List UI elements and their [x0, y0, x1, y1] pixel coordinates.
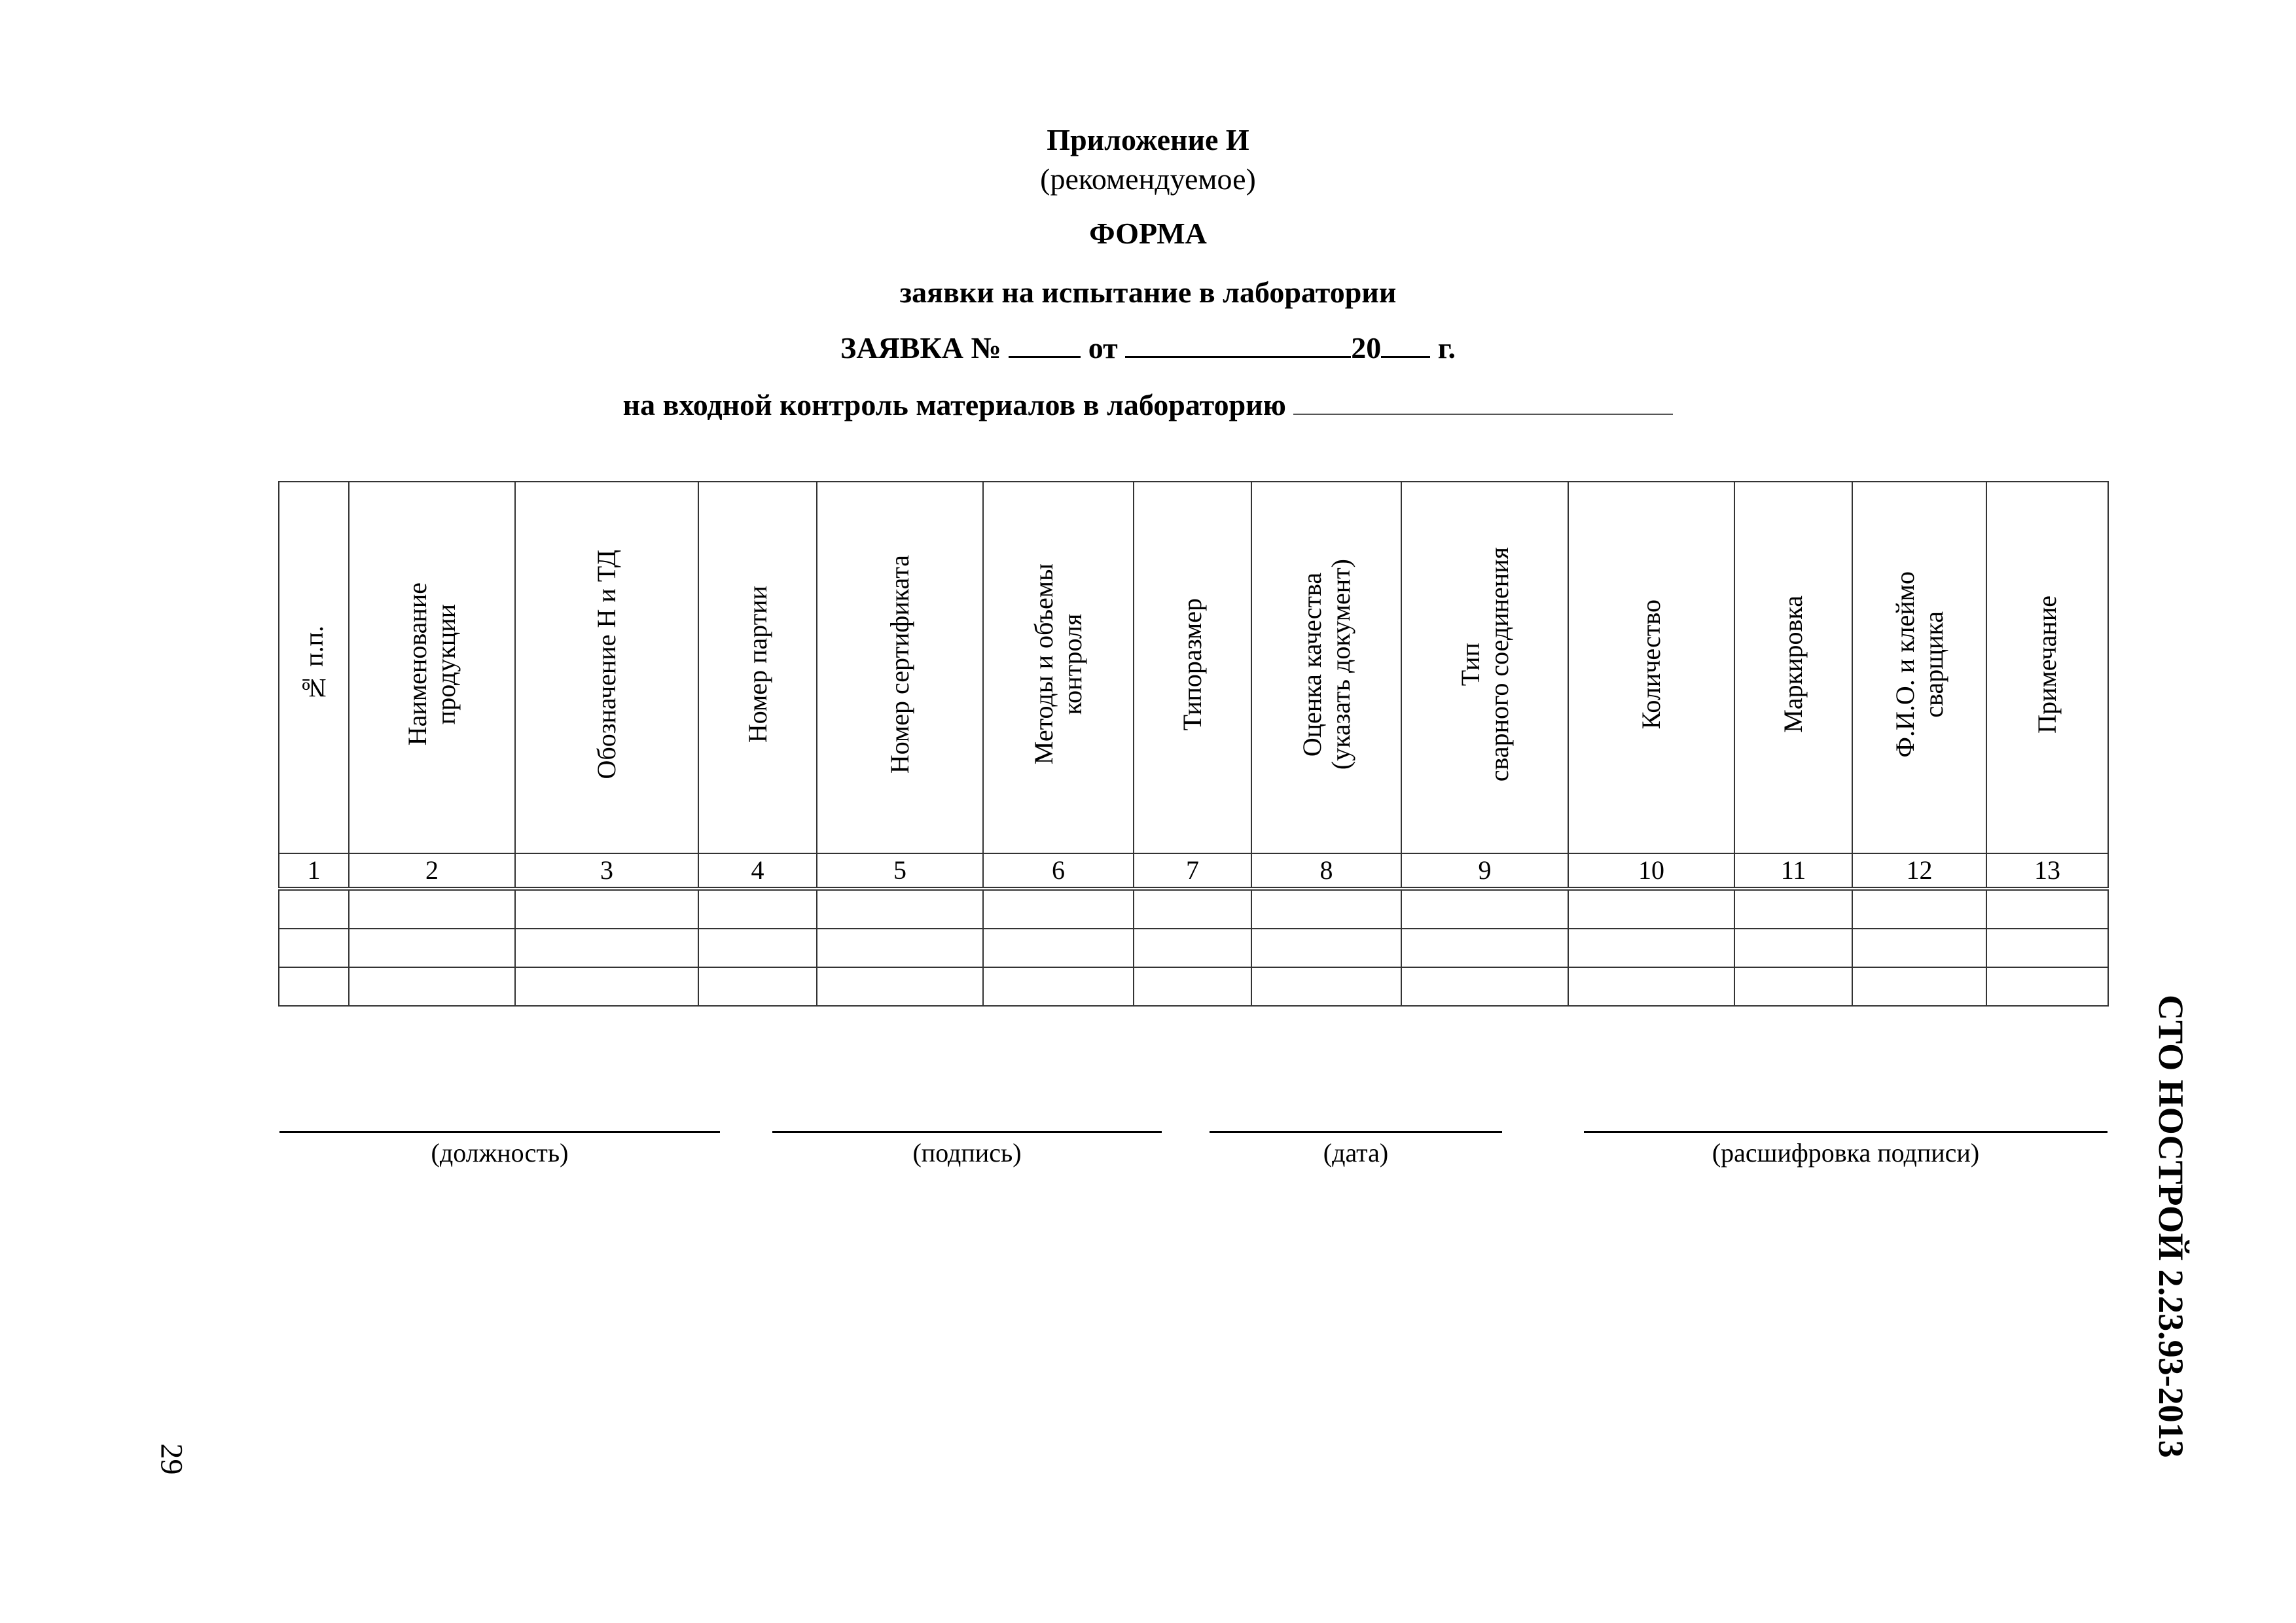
table-cell[interactable] [1734, 967, 1852, 1006]
request-year-suffix: г. [1437, 331, 1456, 365]
table-row [279, 929, 2108, 967]
request-number-blank [1009, 332, 1081, 358]
table-cell[interactable] [817, 889, 983, 929]
table-cell[interactable] [1852, 889, 1986, 929]
table-cell[interactable] [698, 889, 817, 929]
column-number: 13 [1986, 853, 2108, 889]
table-cell[interactable] [1986, 929, 2108, 967]
table-cell[interactable] [817, 967, 983, 1006]
table-cell[interactable] [279, 929, 349, 967]
column-header: Маркировка [1734, 482, 1852, 853]
column-header: Наименование продукции [349, 482, 515, 853]
column-header: Типоразмер [1134, 482, 1251, 853]
table-cell[interactable] [983, 967, 1134, 1006]
laboratory-blank [1293, 390, 1673, 415]
date-label: (дата) [1323, 1138, 1389, 1168]
table-cell[interactable] [1986, 889, 2108, 929]
column-header: Номер сертификата [817, 482, 983, 853]
table-cell[interactable] [1568, 967, 1734, 1006]
table-cell[interactable] [349, 967, 515, 1006]
request-form-table [278, 481, 2109, 1007]
column-number-row [279, 853, 2108, 889]
table-row [279, 889, 2108, 929]
column-number: 2 [349, 853, 515, 889]
request-line [0, 330, 2296, 365]
table-row [279, 967, 2108, 1006]
column-number: 9 [1401, 853, 1568, 889]
table-cell[interactable] [1401, 889, 1568, 929]
column-header: Количество [1568, 482, 1734, 853]
table-cell[interactable] [817, 929, 983, 967]
date-line[interactable] [1210, 1131, 1502, 1133]
request-from: от [1088, 331, 1118, 365]
column-header: Номер партии [698, 482, 817, 853]
table-cell[interactable] [1251, 889, 1401, 929]
column-header: Обозначение Н и ТД [515, 482, 698, 853]
column-number: 7 [1134, 853, 1251, 889]
position-line[interactable] [279, 1131, 720, 1133]
table-cell[interactable] [349, 889, 515, 929]
table-cell[interactable] [1134, 967, 1251, 1006]
table-cell[interactable] [1251, 967, 1401, 1006]
request-date-blank [1125, 332, 1351, 358]
request-prefix: ЗАЯВКА № [840, 331, 1001, 365]
table-cell[interactable] [1134, 889, 1251, 929]
column-header: Оценка качества (указать документ) [1251, 482, 1401, 853]
column-header: Тип сварного соединения [1401, 482, 1568, 853]
form-title: ФОРМА [1089, 217, 1207, 250]
column-number: 6 [983, 853, 1134, 889]
table-cell[interactable] [983, 889, 1134, 929]
table-cell[interactable] [1251, 929, 1401, 967]
column-number: 12 [1852, 853, 1986, 889]
table-cell[interactable] [279, 967, 349, 1006]
table-cell[interactable] [698, 967, 817, 1006]
column-header: Методы и объемы контроля [983, 482, 1134, 853]
appendix-subtitle: (рекомендуемое) [1040, 162, 1256, 196]
column-number: 5 [817, 853, 983, 889]
table-cell[interactable] [1401, 967, 1568, 1006]
table-cell[interactable] [1134, 929, 1251, 967]
table-cell[interactable] [1852, 929, 1986, 967]
table-cell[interactable] [349, 929, 515, 967]
column-number: 11 [1734, 853, 1852, 889]
form-subtitle: заявки на испытание в лаборатории [899, 276, 1397, 309]
table-cell[interactable] [983, 929, 1134, 967]
table-cell[interactable] [1734, 889, 1852, 929]
column-number: 8 [1251, 853, 1401, 889]
table-cell[interactable] [1401, 929, 1568, 967]
signature-label: (подпись) [912, 1138, 1022, 1168]
request-year-blank [1381, 332, 1430, 358]
table-cell[interactable] [515, 929, 698, 967]
request-year-prefix: 20 [1351, 331, 1382, 365]
page-number: 29 [154, 1443, 189, 1475]
column-header: Ф.И.О. и клеймо сварщика [1852, 482, 1986, 853]
table-cell[interactable] [1568, 889, 1734, 929]
column-number: 10 [1568, 853, 1734, 889]
table-cell[interactable] [515, 967, 698, 1006]
column-header: Примечание [1986, 482, 2108, 853]
table-cell[interactable] [698, 929, 817, 967]
table-header-row [279, 482, 2108, 853]
control-line [0, 387, 2296, 422]
table-cell[interactable] [515, 889, 698, 929]
column-number: 3 [515, 853, 698, 889]
decoding-label: (расшифровка подписи) [1712, 1138, 1980, 1168]
table-cell[interactable] [1852, 967, 1986, 1006]
table-cell[interactable] [279, 889, 349, 929]
column-number: 4 [698, 853, 817, 889]
decoding-line[interactable] [1584, 1131, 2108, 1133]
column-number: 1 [279, 853, 349, 889]
column-header: № п.п. [279, 482, 349, 853]
table-cell[interactable] [1734, 929, 1852, 967]
appendix-title: Приложение И [1047, 123, 1249, 156]
table-cell[interactable] [1568, 929, 1734, 967]
table-cell[interactable] [1986, 967, 2108, 1006]
control-line-text: на входной контроль материалов в лабораторию [622, 388, 1286, 421]
document-code: СТО НОСТРОЙ 2.23.93-2013 [2151, 995, 2191, 1458]
position-label: (должность) [431, 1138, 569, 1168]
signature-line[interactable] [772, 1131, 1162, 1133]
